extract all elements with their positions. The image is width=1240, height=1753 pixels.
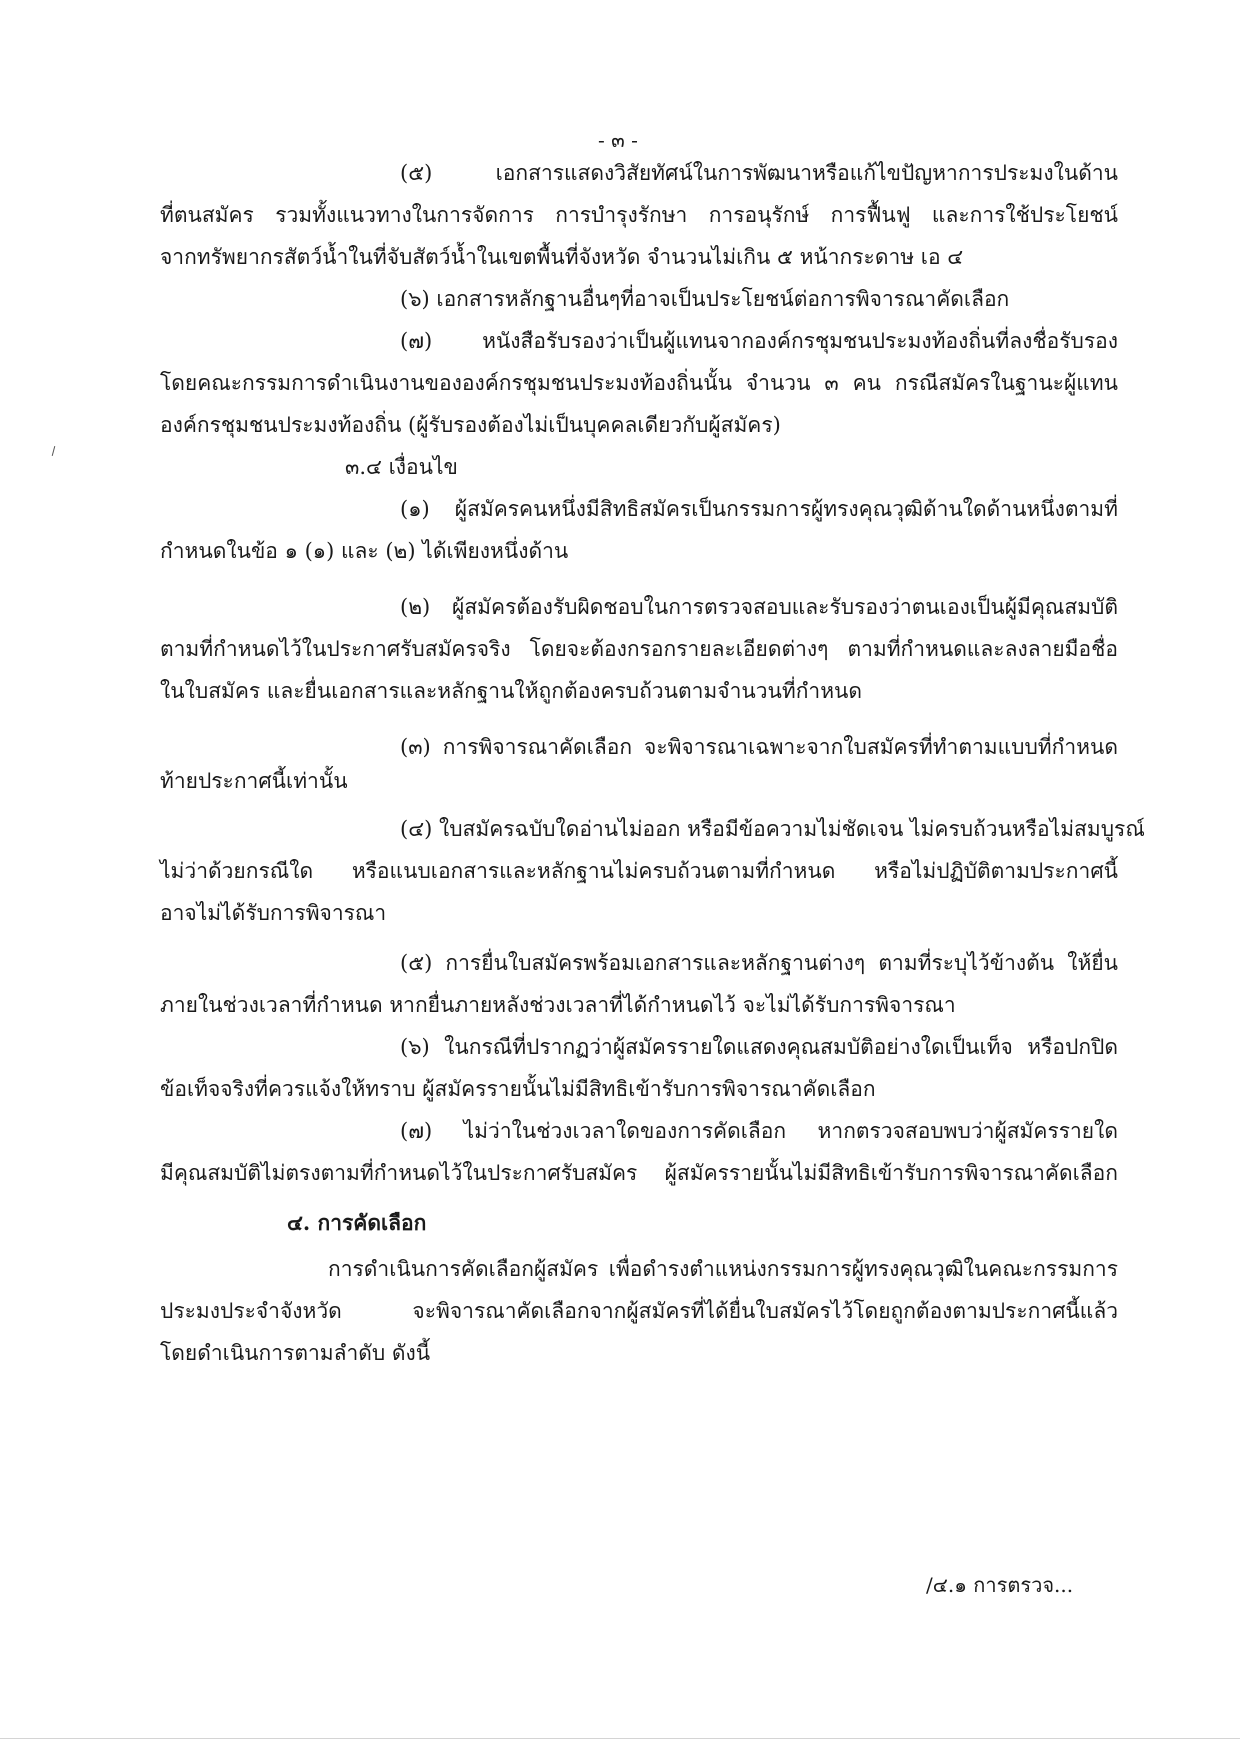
text-line: มีคุณสมบัติไม่ตรงตามที่กำหนดไว้ในประกาศรับสมัคร ผู้สมัครรายนั้นไม่มีสิทธิเข้ารับการพิจารณาคัดเลือก <box>160 1161 1118 1185</box>
text-line: (๖) เอกสารหลักฐานอื่นๆที่อาจเป็นประโยชน์ต่อการพิจารณาคัดเลือก <box>400 287 1010 311</box>
text-line: (๓) การพิจารณาคัดเลือก จะพิจารณาเฉพาะจากใบสมัครที่ทำตามแบบที่กำหนด <box>400 735 1118 759</box>
text-line: โดยคณะกรรมการดำเนินงานขององค์กรชุมชนประมงท้องถิ่นนั้น จำนวน ๓ คน กรณีสมัครในฐานะผู้แทน <box>160 371 1118 395</box>
text-line: (๑) ผู้สมัครคนหนึ่งมีสิทธิสมัครเป็นกรรมการผู้ทรงคุณวุฒิด้านใดด้านหนึ่งตามที่ <box>400 497 1118 521</box>
text-line: (๖) ในกรณีที่ปรากฏว่าผู้สมัครรายใดแสดงคุณสมบัติอย่างใดเป็นเท็จ หรือปกปิด <box>400 1035 1118 1059</box>
text-line: (๕) การยื่นใบสมัครพร้อมเอกสารและหลักฐานต่างๆ ตามที่ระบุไว้ข้างต้น ให้ยื่น <box>400 951 1118 975</box>
text-line: ตามที่กำหนดไว้ในประกาศรับสมัครจริง โดยจะต้องกรอกรายละเอียดต่างๆ ตามที่กำหนดและลงลายมือชื่อ <box>160 637 1118 661</box>
text-line: ประมงประจำจังหวัด จะพิจารณาคัดเลือกจากผู้สมัครที่ได้ยื่นใบสมัครไว้โดยถูกต้องตามประกาศนี้แล้ว <box>160 1299 1118 1323</box>
text-line: ไม่ว่าด้วยกรณีใด หรือแนบเอกสารและหลักฐานไม่ครบถ้วนตามที่กำหนด หรือไม่ปฏิบัติตามประกาศนี้ <box>160 859 1118 883</box>
text-line: ท้ายประกาศนี้เท่านั้น <box>160 769 348 793</box>
text-line: ในใบสมัคร และยื่นเอกสารและหลักฐานให้ถูกต้องครบถ้วนตามจำนวนที่กำหนด <box>160 679 863 703</box>
text-line: (๕) เอกสารแสดงวิสัยทัศน์ในการพัฒนาหรือแก้ไขปัญหาการประมงในด้าน <box>400 161 1118 185</box>
text-line: ข้อเท็จจริงที่ควรแจ้งให้ทราบ ผู้สมัครรายนั้นไม่มีสิทธิเข้ารับการพิจารณาคัดเลือก <box>160 1077 876 1101</box>
text-line: ที่ตนสมัคร รวมทั้งแนวทางในการจัดการ การบำรุงรักษา การอนุรักษ์ การฟื้นฟู และการใช้ประโยชน์ <box>160 203 1118 227</box>
section-heading: ๓.๔ เงื่อนไข <box>345 455 458 479</box>
text-line: กำหนดในข้อ ๑ (๑) และ (๒) ได้เพียงหนึ่งด้าน <box>160 539 569 563</box>
text-line: (๒) ผู้สมัครต้องรับผิดชอบในการตรวจสอบและรับรองว่าตนเองเป็นผู้มีคุณสมบัติ <box>400 595 1118 619</box>
page-number: - ๓ - <box>598 128 638 152</box>
text-line: (๗) หนังสือรับรองว่าเป็นผู้แทนจากองค์กรชุมชนประมงท้องถิ่นที่ลงชื่อรับรอง <box>400 329 1118 353</box>
section-heading: ๔. การคัดเลือก <box>287 1210 427 1235</box>
text-line: อาจไม่ได้รับการพิจารณา <box>160 901 387 925</box>
scan-edge-line <box>0 1738 1240 1739</box>
text-line: องค์กรชุมชนประมงท้องถิ่น (ผู้รับรองต้องไม่เป็นบุคคลเดียวกับผู้สมัคร) <box>160 413 781 437</box>
scan-speck <box>52 446 56 456</box>
text-line: โดยดำเนินการตามลำดับ ดังนี้ <box>160 1341 431 1365</box>
continuation-note: /๔.๑ การตรวจ... <box>926 1573 1074 1597</box>
text-line: (๔) ใบสมัครฉบับใดอ่านไม่ออก หรือมีข้อความไม่ชัดเจน ไม่ครบถ้วนหรือไม่สมบูรณ์ <box>400 817 1145 841</box>
text-line: การดำเนินการคัดเลือกผู้สมัคร เพื่อดำรงตำแหน่งกรรมการผู้ทรงคุณวุฒิในคณะกรรมการ <box>328 1257 1118 1281</box>
text-line: (๗) ไม่ว่าในช่วงเวลาใดของการคัดเลือก หากตรวจสอบพบว่าผู้สมัครรายใด <box>400 1119 1118 1143</box>
text-line: ภายในช่วงเวลาที่กำหนด หากยื่นภายหลังช่วงเวลาที่ได้กำหนดไว้ จะไม่ได้รับการพิจารณา <box>160 993 956 1017</box>
text-line: จากทรัพยากรสัตว์น้ำในที่จับสัตว์น้ำในเขตพื้นที่จังหวัด จำนวนไม่เกิน ๕ หน้ากระดาษ เอ ๔ <box>160 245 964 269</box>
